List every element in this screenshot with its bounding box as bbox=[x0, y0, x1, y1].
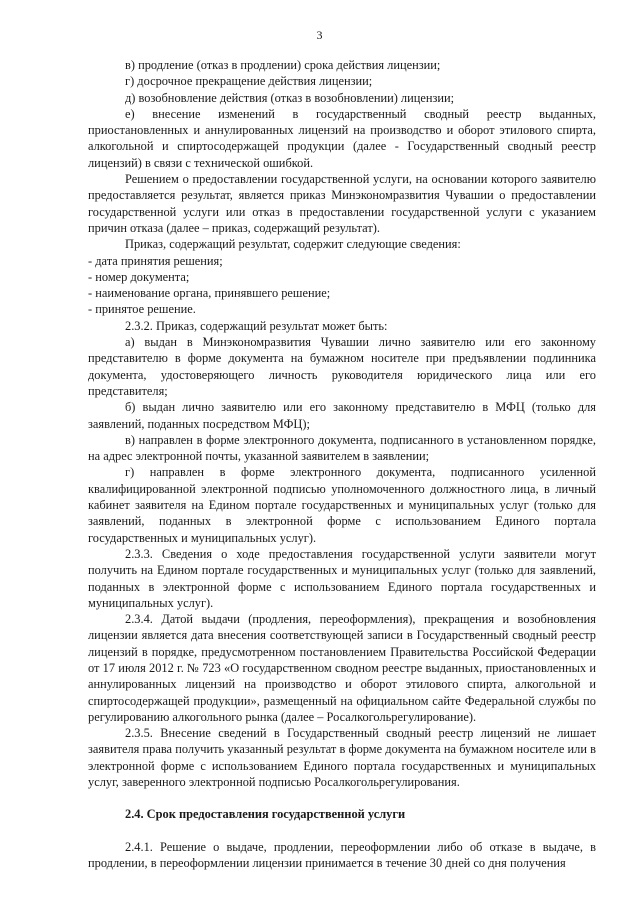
paragraph: 2.3.5. Внесение сведений в Государственный сводный реестр лицензий не лишает заявителя права получить указанный результат в форме документа на бумажном носителе или в электронной форме с использованием Единого портала государственных и муниципальных услуг, заверенного электронной подписью Росалкогольрегулирования. bbox=[88, 726, 596, 790]
paragraph: 2.4.1. Решение о выдаче, продлении, переоформлении либо об отказе в выдаче, в продлении, в переоформлении лицензии принимается в течение 30 дней со дня получения bbox=[88, 839, 596, 870]
paragraph: д) возобновление действия (отказ в возобновлении) лицензии; bbox=[125, 90, 455, 105]
list-item: - номер документа; bbox=[88, 269, 190, 284]
section-heading: 2.4. Срок предоставления государственной услуги bbox=[125, 807, 406, 822]
paragraph: 2.3.4. Датой выдачи (продления, переоформления), прекращения и возобновления лицензии является дата внесения соответствующей записи в Государственный сводный реестр лицензий в порядке, предусмотренном постановлением Правительства Российской Федерации от 17 июля 2012 г. № 723 «О государственном сводном реестре выданных, приостановленных и аннулированных лицензий на производство и оборот этилового спирта, алкогольной и спиртосодержащей продукции», размещенный на официальном сайте Федеральной службы по регулированию алкогольного рынка (далее – Росалкогольрегулирование). bbox=[88, 612, 596, 724]
paragraph: Приказ, содержащий результат, содержит следующие сведения: bbox=[125, 237, 461, 252]
paragraph: б) выдан лично заявителю или его законному представителю в МФЦ (только для заявлений, поданных посредством МФЦ); bbox=[88, 400, 596, 431]
list-item: - дата принятия решения; bbox=[88, 253, 223, 268]
paragraph: 2.3.3. Сведения о ходе предоставления государственной услуги заявители могут получить на Едином портале государственных и муниципальных услуг (только для заявлений, поданных в электронной форме с использованием Единого портала государственных и муниципальных услуг). bbox=[88, 546, 596, 610]
paragraph: 2.3.2. Приказ, содержащий результат может быть: bbox=[125, 318, 388, 333]
paragraph: е) внесение изменений в государственный сводный реестр выданных, приостановленных и аннулированных лицензий на производство и оборот этилового спирта, алкогольной и спиртосодержащей продукции (далее - Государственный сводный реестр лицензий) в связи с технической ошибкой. bbox=[88, 106, 596, 170]
list-item: - наименование органа, принявшего решение; bbox=[88, 286, 331, 301]
page-number: 3 bbox=[316, 28, 323, 42]
list-item: - принятое решение. bbox=[88, 302, 196, 317]
paragraph: а) выдан в Минэкономразвития Чувашии лично заявителю или его законному представителю в форме документа на бумажном носителе при предъявлении подлинника документа, удостоверяющего личность руководителя юридического лица или его представителя; bbox=[88, 335, 596, 398]
paragraph: в) направлен в форме электронного документа, подписанного в установленном порядке, на адрес электронной почты, указанной заявителем в заявлении; bbox=[88, 432, 596, 464]
paragraph: г) направлен в форме электронного документа, подписанного усиленной квалифицированной электронной подписью уполномоченного должностного лица, в личный кабинет заявителя на Едином портале государственных и муниципальных услуг (только для заявлений, поданных в электронной форме с использованием Единого портала государственных и муниципальных услуг). bbox=[88, 465, 596, 545]
paragraph: г) досрочное прекращение действия лицензии; bbox=[125, 74, 373, 89]
paragraph: в) продление (отказ в продлении) срока действия лицензии; bbox=[125, 58, 441, 72]
document-body bbox=[88, 57, 596, 871]
paragraph: Решением о предоставлении государственной услуги, на основании которого заявителю предоставляется результат, является приказ Минэкономразвития Чувашии о предоставлении государственной услуги или отказ в предоставлении государственной услуги с указанием причин отказа (далее – приказ, содержащий результат). bbox=[88, 172, 596, 235]
